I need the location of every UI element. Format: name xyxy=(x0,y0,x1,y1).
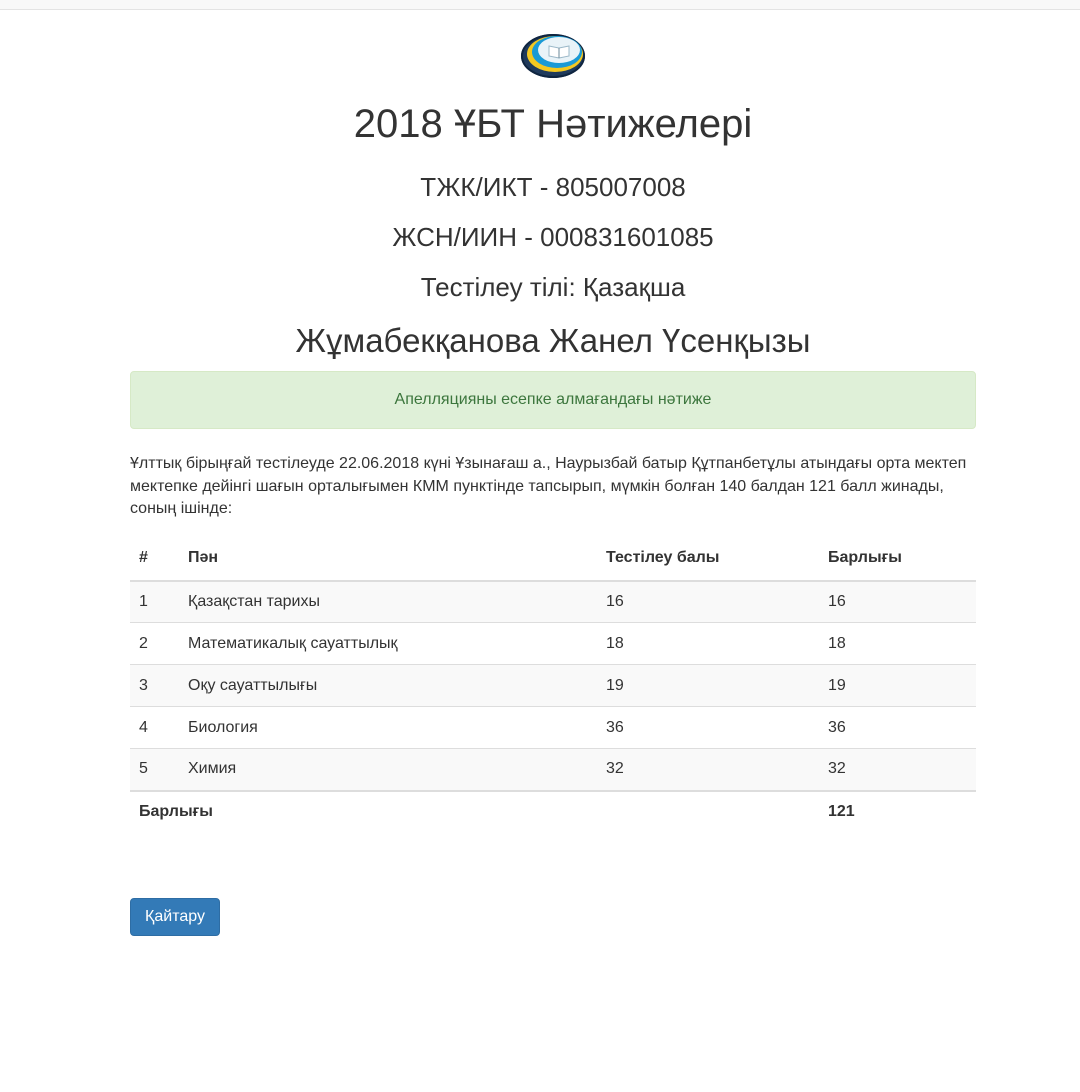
iin-number: ЖСН/ИИН - 000831601085 xyxy=(392,222,714,252)
appeal-notice-text: Апелляцияны есепке алмағандағы нәтиже xyxy=(394,391,712,408)
total-score: 36 xyxy=(819,707,976,749)
test-score: 32 xyxy=(597,749,819,791)
test-language: Тестілеу тілі: Қазақша xyxy=(420,272,686,302)
table-row xyxy=(130,665,976,707)
column-header-total: Барлығы xyxy=(819,537,976,581)
top-navbar xyxy=(0,0,1080,10)
test-score: 19 xyxy=(597,665,819,707)
total-score: 32 xyxy=(819,749,976,791)
column-header-test-score: Тестілеу балы xyxy=(597,537,819,581)
row-number: 1 xyxy=(130,581,179,623)
table-row xyxy=(130,623,976,665)
book-globe-logo-icon xyxy=(519,28,587,82)
result-description: Ұлттық бірыңғай тестілеуде 22.06.2018 күні Ұзынағаш а., Наурызбай батыр Құтпанбетұлы атындағы орта мектеп мектепке дейінгі шағын орталығымен КММ пунктінде тапсырып, мүмкін болған 140 балдан 121 балл жинады, соның ішінде: xyxy=(130,455,967,517)
subject-name: Оқу сауаттылығы xyxy=(179,665,597,707)
ikt-number: ТЖК/ИКТ - 805007008 xyxy=(420,172,686,202)
column-header-number: # xyxy=(130,537,179,581)
page-title: 2018 ҰБТ Нәтижелері xyxy=(353,102,753,146)
test-score: 16 xyxy=(597,581,819,623)
subject-name: Қазақстан тарихы xyxy=(179,581,597,623)
test-score: 18 xyxy=(597,623,819,665)
student-name: Жұмабекқанова Жанел Үсенқызы xyxy=(295,322,811,359)
total-score: 16 xyxy=(819,581,976,623)
footer-total-label: Барлығы xyxy=(130,791,819,833)
row-number: 5 xyxy=(130,749,179,791)
row-number: 2 xyxy=(130,623,179,665)
total-score: 18 xyxy=(819,623,976,665)
results-table xyxy=(130,537,976,833)
logo xyxy=(130,28,976,84)
table-row xyxy=(130,749,976,791)
subject-name: Биология xyxy=(179,707,597,749)
table-row xyxy=(130,581,976,623)
row-number: 3 xyxy=(130,665,179,707)
subject-name: Математикалық сауаттылық xyxy=(179,623,597,665)
row-number: 4 xyxy=(130,707,179,749)
back-button[interactable]: Қайтару xyxy=(130,898,220,936)
results-container xyxy=(130,28,976,936)
column-header-subject: Пән xyxy=(179,537,597,581)
subject-name: Химия xyxy=(179,749,597,791)
appeal-notice-alert xyxy=(130,371,976,429)
footer-total-value: 121 xyxy=(819,791,976,833)
table-footer-row xyxy=(130,791,976,833)
total-score: 19 xyxy=(819,665,976,707)
table-row xyxy=(130,707,976,749)
test-score: 36 xyxy=(597,707,819,749)
table-header-row xyxy=(130,537,976,581)
